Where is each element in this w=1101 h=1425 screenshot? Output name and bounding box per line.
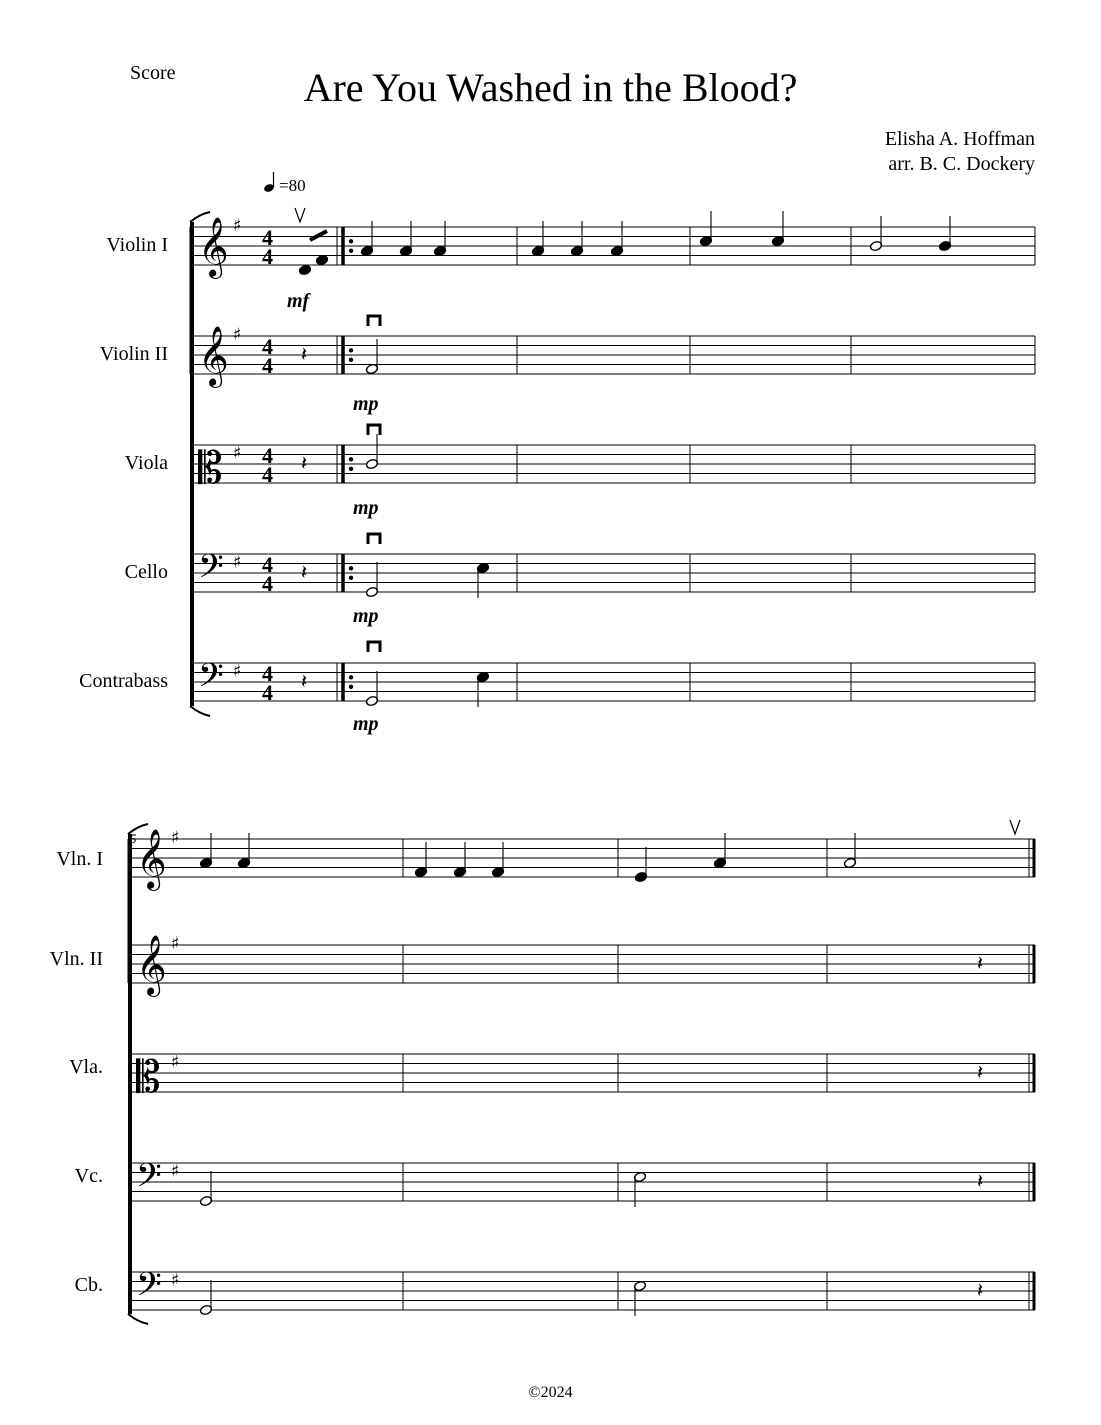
quarter-rest-icon: 𝄽 xyxy=(301,560,308,584)
beam xyxy=(310,231,327,240)
time-signature-top: 4 xyxy=(262,661,273,686)
instrument-label-violin-2: Violin II xyxy=(99,343,168,365)
bass-clef-icon: 𝄢 xyxy=(198,657,224,703)
time-signature-top: 4 xyxy=(262,552,273,577)
instrument-label-short-violin-2: Vln. II xyxy=(49,948,103,970)
up-bow-icon xyxy=(1010,820,1020,834)
bass-clef-icon: 𝄢 xyxy=(136,1266,162,1312)
repeat-dot xyxy=(349,685,353,689)
repeat-dot xyxy=(349,675,353,679)
quarter-rest-icon: 𝄽 xyxy=(301,451,308,475)
quarter-rest-icon: 𝄽 xyxy=(977,1278,984,1302)
note xyxy=(315,254,328,265)
treble-clef-icon: 𝄞 xyxy=(136,935,167,995)
note xyxy=(298,264,311,275)
dynamic-marking: mp xyxy=(353,713,379,735)
instrument-label-short-viola: Vla. xyxy=(69,1056,103,1078)
repeat-dot xyxy=(349,358,353,362)
sharp-icon: ♯ xyxy=(233,216,242,236)
alto-clef-icon: 𝄡 xyxy=(198,443,223,494)
system-2 xyxy=(128,824,1035,1324)
sharp-icon: ♯ xyxy=(171,1161,180,1182)
treble-clef-icon: 𝄞 xyxy=(198,326,229,386)
dynamics-layer xyxy=(287,208,1020,834)
instrument-label-short-contrabass: Cb. xyxy=(74,1274,103,1296)
down-bow-icon xyxy=(368,642,380,652)
alto-clef-icon: 𝄡 xyxy=(136,1052,161,1103)
sharp-icon: ♯ xyxy=(233,325,242,345)
time-signature-bottom: 4 xyxy=(262,680,273,705)
quarter-rest-icon: 𝄽 xyxy=(977,951,984,975)
instrument-label-short-cello: Vc. xyxy=(74,1165,103,1187)
time-signature-bottom: 4 xyxy=(262,353,273,378)
bracket-bottom xyxy=(190,706,210,716)
dynamic-marking: mp xyxy=(353,393,379,415)
bracket-bottom xyxy=(128,1314,148,1324)
up-bow-icon xyxy=(295,208,305,222)
treble-clef-icon: 𝄞 xyxy=(198,217,229,277)
sharp-icon: ♯ xyxy=(171,1052,180,1073)
time-signature-bottom: 4 xyxy=(262,244,273,269)
time-signature-top: 4 xyxy=(262,443,273,468)
sharp-icon: ♯ xyxy=(233,661,242,682)
time-signature-top: 4 xyxy=(262,225,273,250)
quarter-rest-icon: 𝄽 xyxy=(301,669,308,693)
down-bow-icon xyxy=(368,316,380,326)
composer-credit: Elisha A. Hoffman xyxy=(884,128,1035,150)
sharp-icon: ♯ xyxy=(171,934,180,954)
score-label: Score xyxy=(130,62,176,84)
sharp-icon: ♯ xyxy=(233,443,242,464)
dynamic-marking: mp xyxy=(353,497,379,519)
bass-clef-icon: 𝄢 xyxy=(136,1157,162,1203)
tempo-note-icon xyxy=(263,172,275,193)
time-signature-bottom: 4 xyxy=(262,462,273,487)
repeat-dot xyxy=(349,249,353,253)
repeat-dot xyxy=(349,348,353,352)
time-signature-top: 4 xyxy=(262,334,273,359)
treble-clef-icon: 𝄞 xyxy=(136,829,167,889)
dynamic-marking: mf xyxy=(287,290,310,312)
time-signature-bottom: 4 xyxy=(262,571,273,596)
bass-clef-icon: 𝄢 xyxy=(198,548,224,594)
arranger-credit: arr. B. C. Dockery xyxy=(888,153,1035,175)
sharp-icon: ♯ xyxy=(233,552,242,573)
instrument-label-viola: Viola xyxy=(124,452,168,474)
page-title: Are You Washed in the Blood? xyxy=(303,65,798,110)
dynamic-marking: mp xyxy=(353,605,379,627)
down-bow-icon xyxy=(368,534,380,544)
repeat-dot xyxy=(349,566,353,570)
repeat-dot xyxy=(349,576,353,580)
tempo-marking: =80 xyxy=(279,176,306,195)
sharp-icon: ♯ xyxy=(171,1270,180,1291)
down-bow-icon xyxy=(368,425,380,435)
repeat-dot xyxy=(349,239,353,243)
sharp-icon: ♯ xyxy=(171,828,180,848)
instrument-label-cello: Cello xyxy=(124,561,168,583)
instrument-label-short-violin-1: Vln. I xyxy=(56,848,103,870)
instrument-label-violin-1: Violin I xyxy=(106,234,168,256)
measure-number: 5 xyxy=(130,831,137,846)
instrument-label-contrabass: Contrabass xyxy=(79,670,168,692)
repeat-dot xyxy=(349,457,353,461)
quarter-rest-icon: 𝄽 xyxy=(977,1169,984,1193)
system-1 xyxy=(190,211,1035,716)
quarter-rest-icon: 𝄽 xyxy=(977,1060,984,1084)
repeat-dot xyxy=(349,467,353,471)
copyright-notice: ©2024 xyxy=(528,1384,573,1401)
quarter-rest-icon: 𝄽 xyxy=(301,342,308,366)
